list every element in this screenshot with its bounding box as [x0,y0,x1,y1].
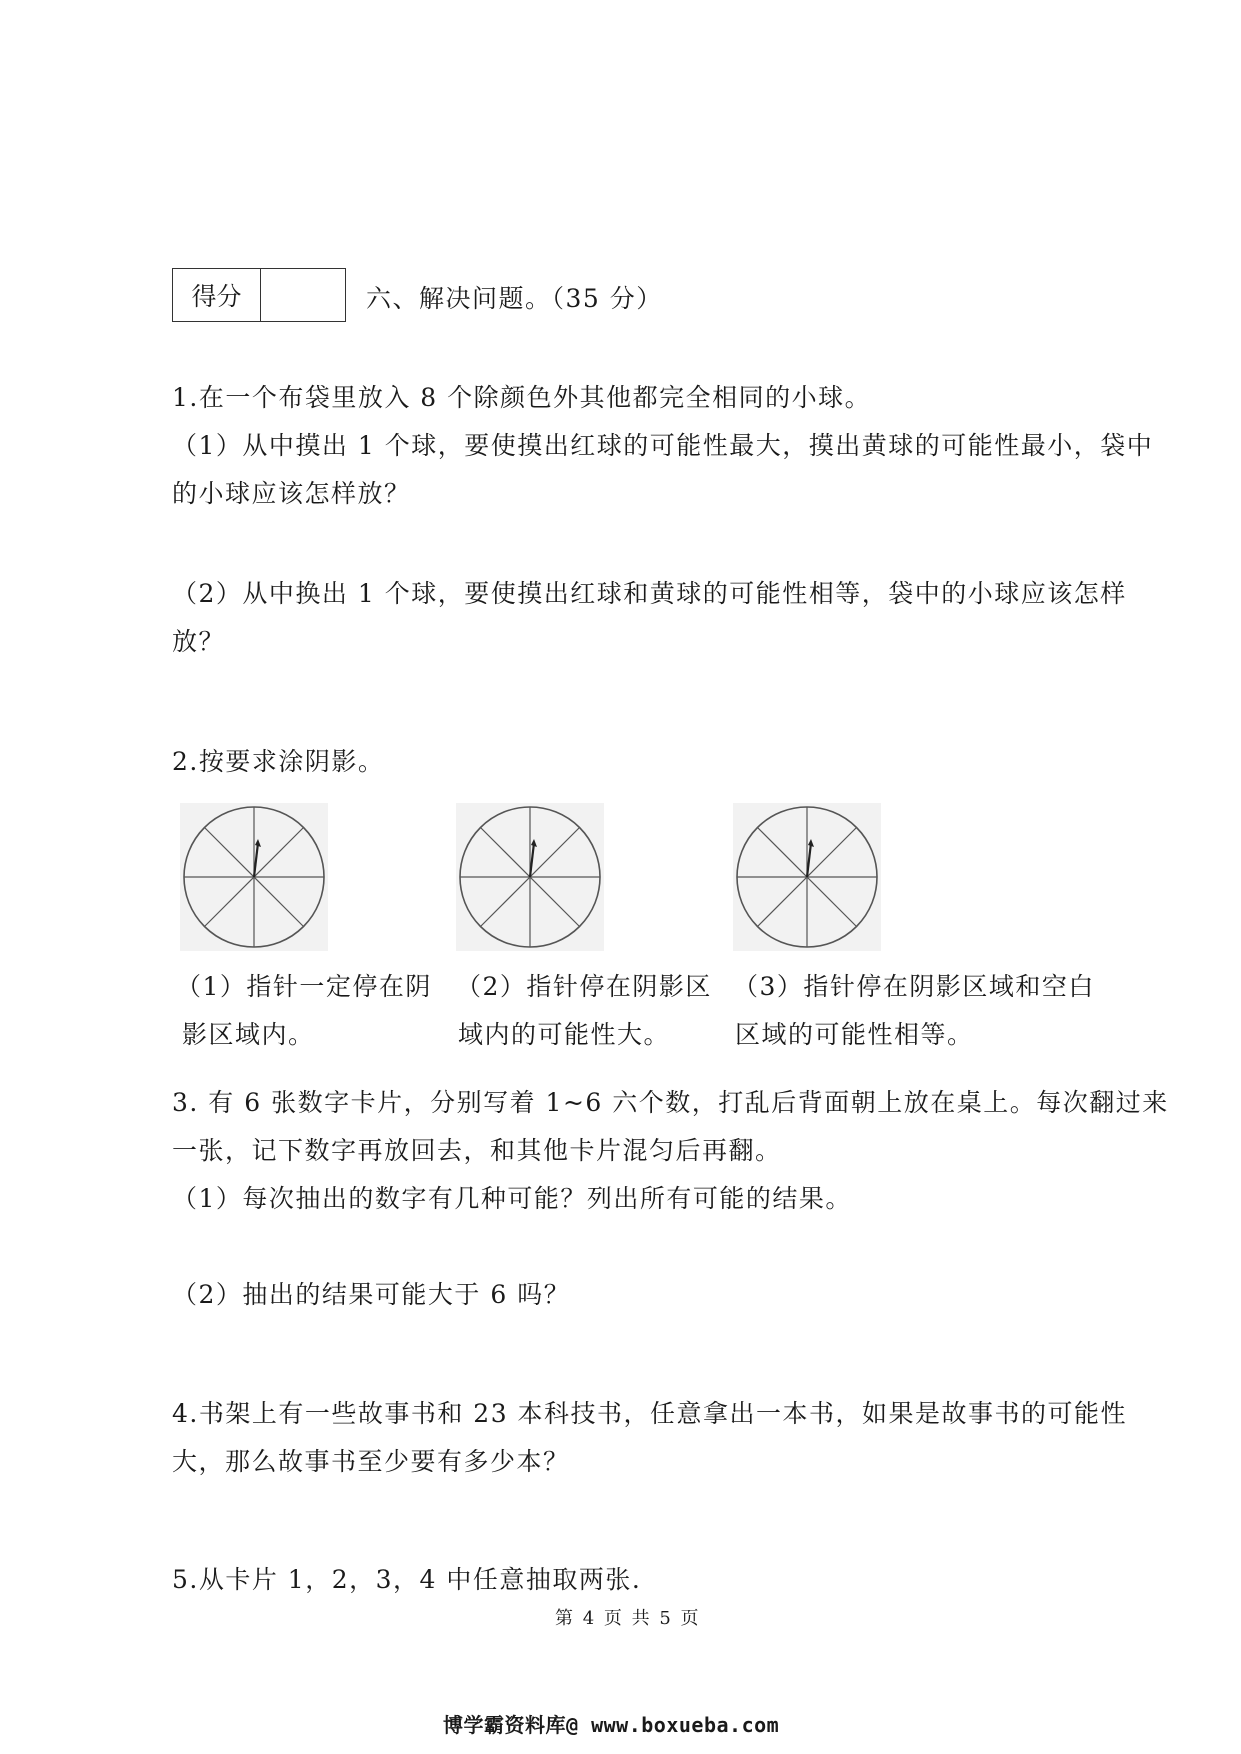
score-box [172,268,346,322]
q2-caption-2-line2: 域内的可能性大。 [458,1020,671,1049]
q2-caption-3-line2: 区域的可能性相等。 [735,1020,974,1049]
page-number: 第 4 页 共 5 页 [555,1608,701,1629]
q1-stem: 1.在一个布袋里放入 8 个除颜色外其他都完全相同的小球。 [172,383,872,412]
spinner-wheel-1 [180,803,328,951]
q3-line2: 一张，记下数字再放回去，和其他卡片混匀后再翻。 [172,1136,782,1165]
q2-stem: 2.按要求涂阴影。 [172,747,385,776]
watermark: 博学霸资料库@ www.boxueba.com [443,1713,780,1737]
q1-part2-line1: （2）从中换出 1 个球，要使摸出红球和黄球的可能性相等，袋中的小球应该怎样 [172,579,1127,608]
q2-caption-1-line1: （1）指针一定停在阴 [176,972,432,1001]
q2-caption-3-line1: （3）指针停在阴影区域和空白 [733,972,1095,1001]
pointer-needle [254,843,258,877]
q2-caption-1-line2: 影区域内。 [182,1020,315,1049]
score-blank [261,269,345,321]
spinner-wheel-3 [733,803,881,951]
q3-part2: （2）抽出的结果可能大于 6 吗？ [172,1280,571,1309]
q2-caption-2-line1: （2）指针停在阴影区 [456,972,712,1001]
score-label: 得分 [173,269,261,321]
section-title: 六、解决问题。（35 分） [366,284,663,313]
q3-line1: 3. 有 6 张数字卡片，分别写着 1~6 六个数，打乱后背面朝上放在桌上。每次翻过来 [172,1088,1169,1117]
q4-line1: 4.书架上有一些故事书和 23 本科技书，任意拿出一本书，如果是故事书的可能性 [172,1399,1128,1428]
q4-line2: 大，那么故事书至少要有多少本？ [172,1447,570,1476]
spinner-wheel-2 [456,803,604,951]
q1-part2-line2: 放？ [172,627,226,656]
q1-part1-line2: 的小球应该怎样放？ [172,479,411,508]
q5-line1: 5.从卡片 1，2，3，4 中任意抽取两张. [172,1565,642,1594]
q3-part1: （1）每次抽出的数字有几种可能？列出所有可能的结果。 [172,1184,852,1213]
q1-part1-line1: （1）从中摸出 1 个球，要使摸出红球的可能性最大，摸出黄球的可能性最小，袋中 [172,431,1154,460]
